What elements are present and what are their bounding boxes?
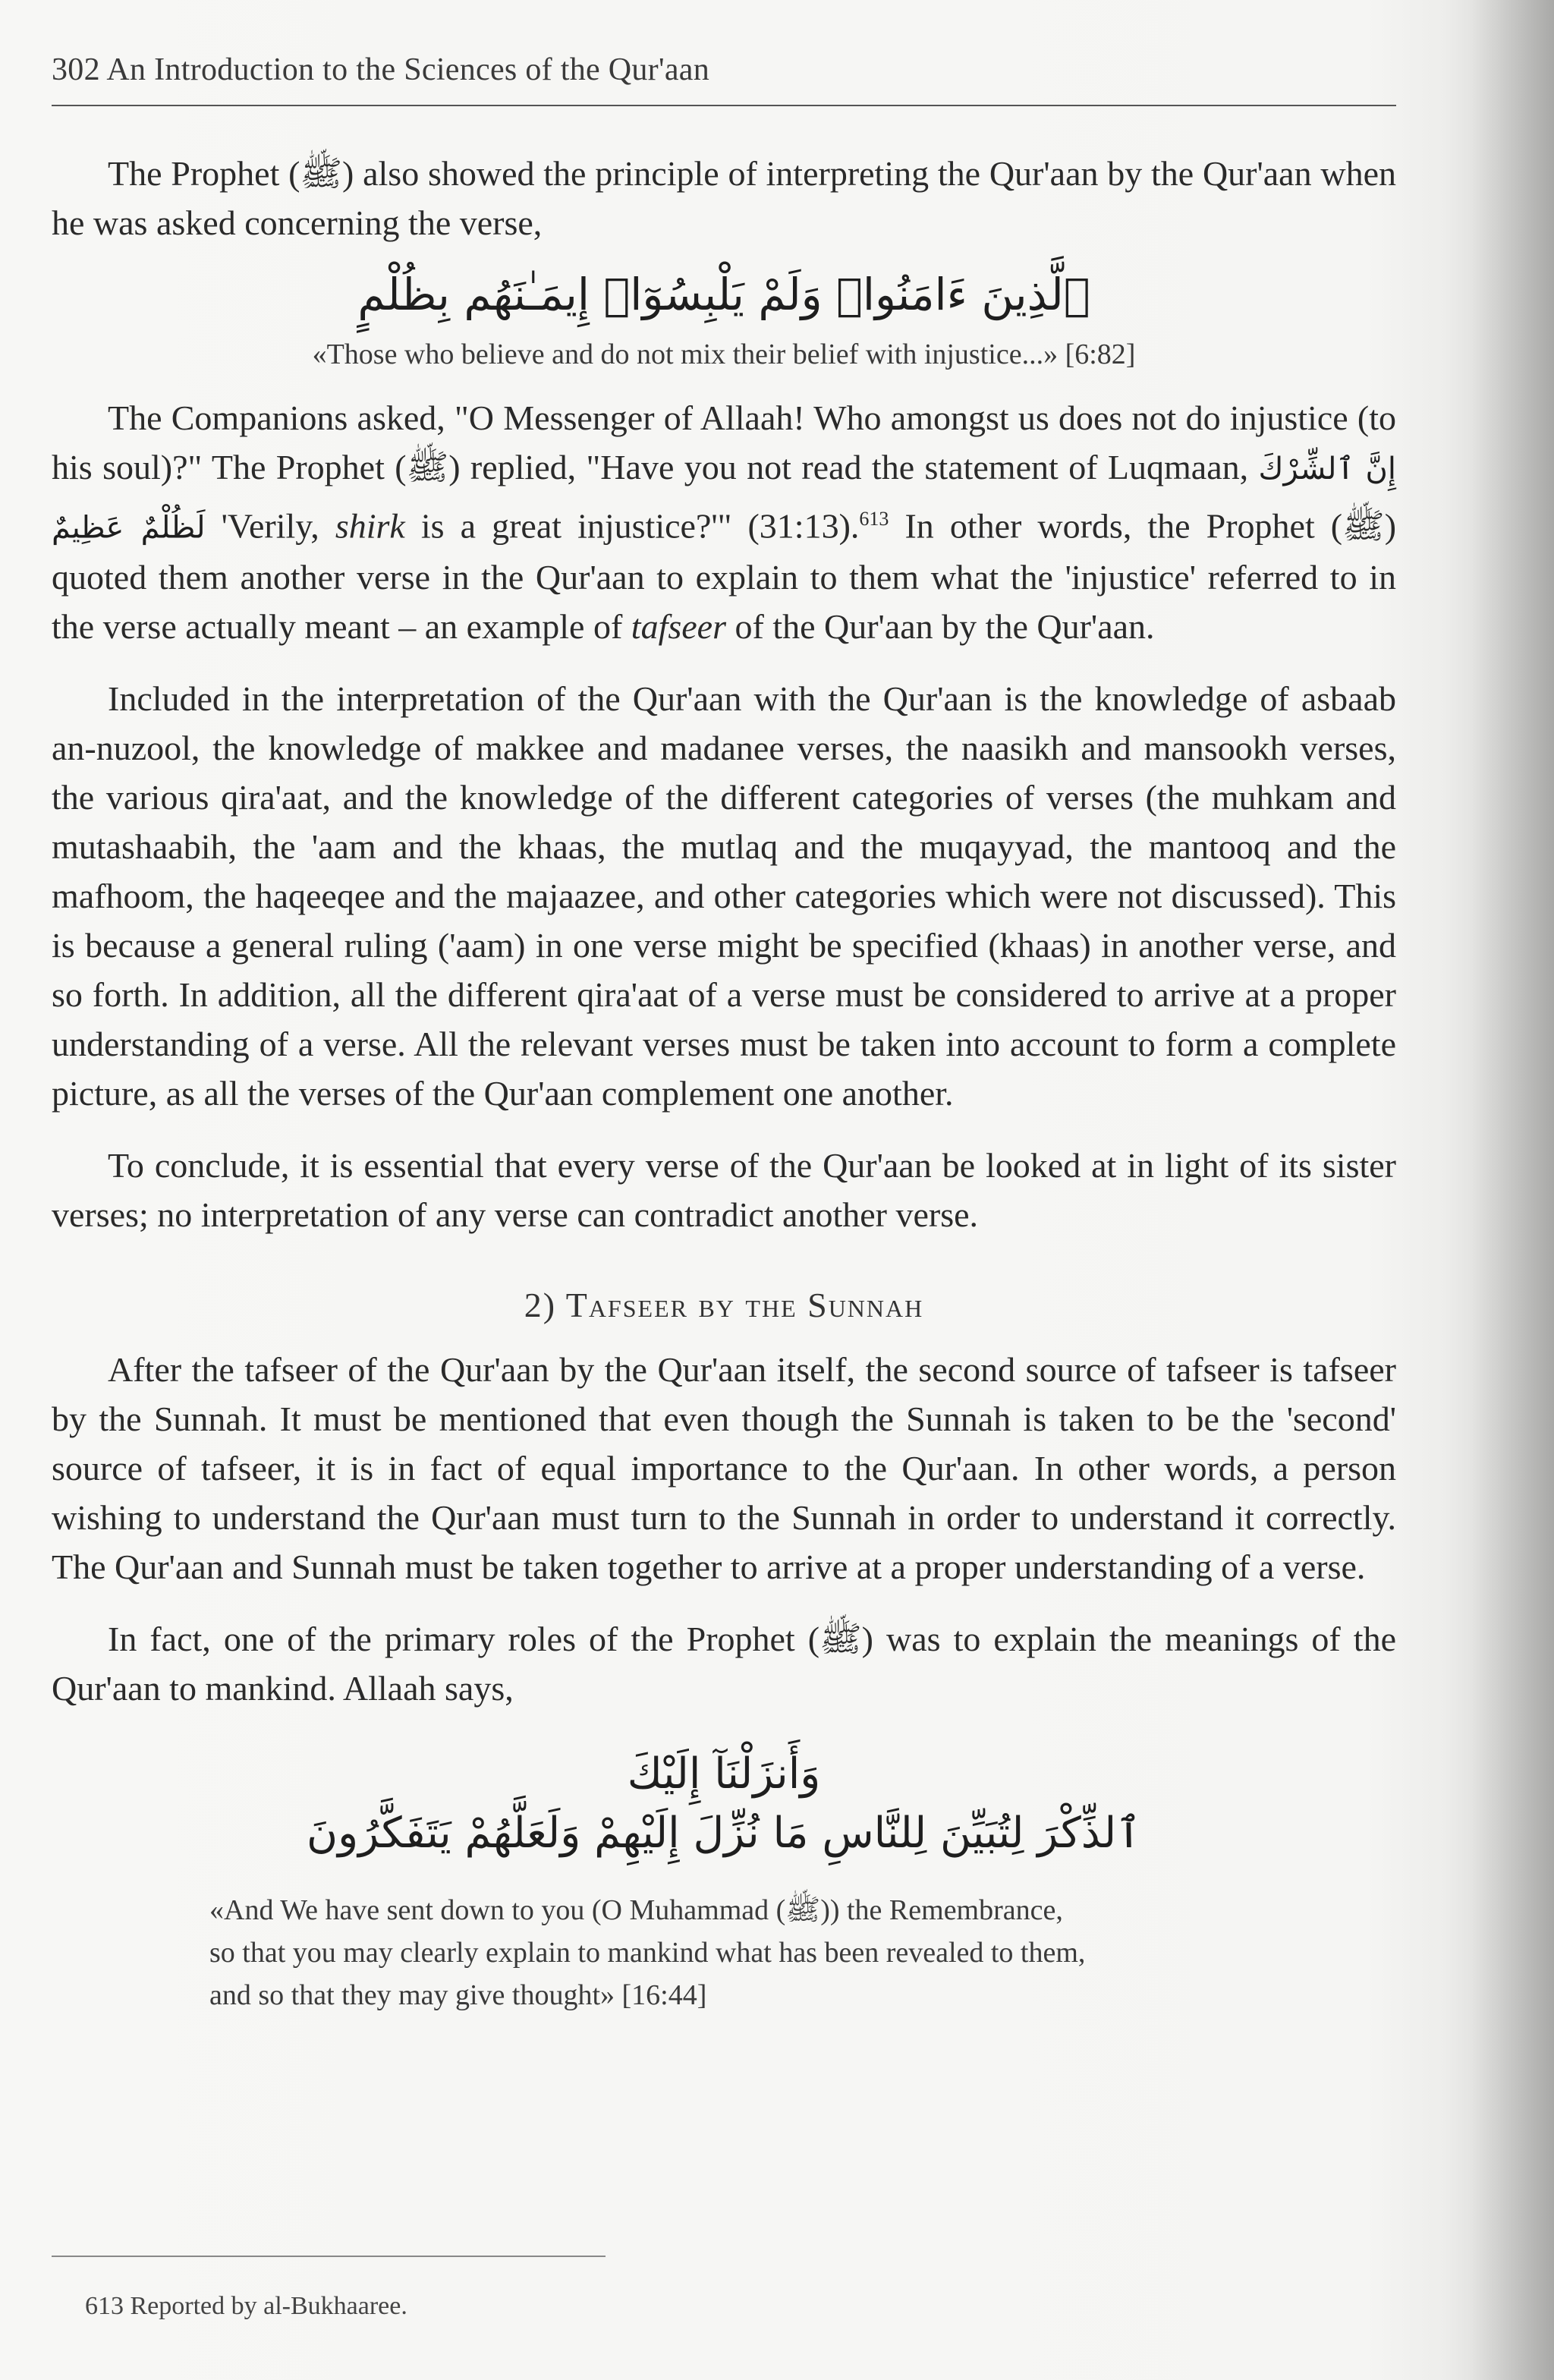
paragraph-2-part-a: The Companions asked, "O Messenger of Allaah! Who amongst us does not do injustice (to his soul)?" The Prophet (ﷺ) replied, "Have you not read the statement of Luqmaan, [52, 398, 1396, 486]
running-header: 302 An Introduction to the Sciences of the Qur'aan [52, 52, 710, 87]
paragraph-2-part-e: of the Qur'aan by the Qur'aan. [726, 607, 1155, 647]
term-shirk: shirk [335, 506, 405, 546]
verse-translation-line-1: «And We have sent down to you (O Muhammad (ﷺ)) the Remembrance, [209, 1894, 1063, 1927]
verse-arabic-16-44 [52, 1745, 1396, 1863]
paragraph-2 [52, 393, 1396, 651]
footnote-613: 613 Reported by al-Bukhaaree. [85, 2292, 407, 2320]
footnote-rule [52, 2256, 606, 2257]
verse-arabic-line-1: وَأَنزَلْنَآ إِلَيْكَ [627, 1749, 821, 1799]
paragraph-5: After the tafseer of the Qur'aan by the Qur'aan itself, the second source of tafseer is tafseer by the Sunnah. It must be mentioned that even though the Sunnah is taken to be the 'second' source of tafseer, it is in fact of equal importance to the Qur'aan. In other words, a person wishing to understand the Qur'aan must turn to the Sunnah in order to understand it correctly. The Qur'aan and Sunnah must be taken together to arrive at a proper understanding of a verse. [52, 1350, 1396, 1587]
page-gutter-shadow [1471, 0, 1554, 2380]
paragraph-1: The Prophet (ﷺ) also showed the principle of interpreting the Qur'aan by the Qur'aan when he was asked concerning the verse, [52, 154, 1396, 242]
verse-translation-line-3: and so that they may give thought» [16:44] [209, 1979, 707, 2012]
verse-arabic-line-2: ٱلذِّكْرَ لِتُبَيِّنَ لِلنَّاسِ مَا نُزِّلَ إِلَيْهِمْ وَلَعَلَّهُمْ يَتَفَكَّرُونَ [306, 1809, 1142, 1859]
verse-translation-line-2: so that you may clearly explain to mankind what has been revealed to them, [209, 1937, 1086, 1969]
paragraph-2-part-b: 'Verily, [205, 506, 335, 546]
paragraph-6: In fact, one of the primary roles of the Prophet (ﷺ) was to explain the meanings of the Qur'aan to mankind. Allaah says, [52, 1620, 1396, 1708]
paragraph-2-part-d: In other words, the Prophet (ﷺ) quoted them another verse in the Qur'aan to explain to them what the 'injustice' referred to in the verse actually meant – an example of [52, 506, 1397, 647]
luqmaan-verse-arabic: إِنَّ ٱلشِّرْكَ لَظُلْمٌ عَظِيمٌ [52, 452, 1397, 546]
paragraph-4: To conclude, it is essential that every verse of the Qur'aan be looked at in light of its sister verses; no interpretation of any verse can contradict another verse. [52, 1146, 1396, 1235]
paragraph-2-part-c: is a great injustice?'" (31:13). [404, 506, 860, 546]
verse-arabic-6-82: ٱلَّذِينَ ءَامَنُوا۟ وَلَمْ يَلْبِسُوٓا۟ إِيمَـٰنَهُم بِظُلْمٍ [357, 269, 1090, 320]
paragraph-3: Included in the interpretation of the Qur'aan with the Qur'aan is the knowledge of asbaab an-nuzool, the knowledge of makkee and madanee verses, the naasikh and mansookh verses, the various qira'aat, and the knowledge of the different categories of verses (the muhkam and mutashaabih, the 'aam and the khaas, the mutlaq and the muqayyad, the mantooq and the mafhoom, the haqeeqee and the majaazee, and other categories which were not discussed). This is because a general ruling ('aam) in one verse might be specified (khaas) in another verse, and so forth. In addition, all the different qira'aat of a verse must be considered to arrive at a proper understanding of a verse. All the relevant verses must be taken into account to form a complete picture, as all the verses of the Qur'aan complement one another. [52, 679, 1396, 1113]
footnote-reference[interactable]: 613 [859, 508, 889, 530]
term-tafseer: tafseer [631, 607, 726, 647]
page-content [52, 149, 1396, 2016]
verse-translation-6-82: «Those who believe and do not mix their belief with injustice...» [6:82] [312, 338, 1136, 370]
verse-translation-16-44 [209, 1889, 1302, 2016]
header-rule [52, 105, 1396, 106]
section-heading: 2) Tafseer by the Sunnah [524, 1286, 924, 1325]
